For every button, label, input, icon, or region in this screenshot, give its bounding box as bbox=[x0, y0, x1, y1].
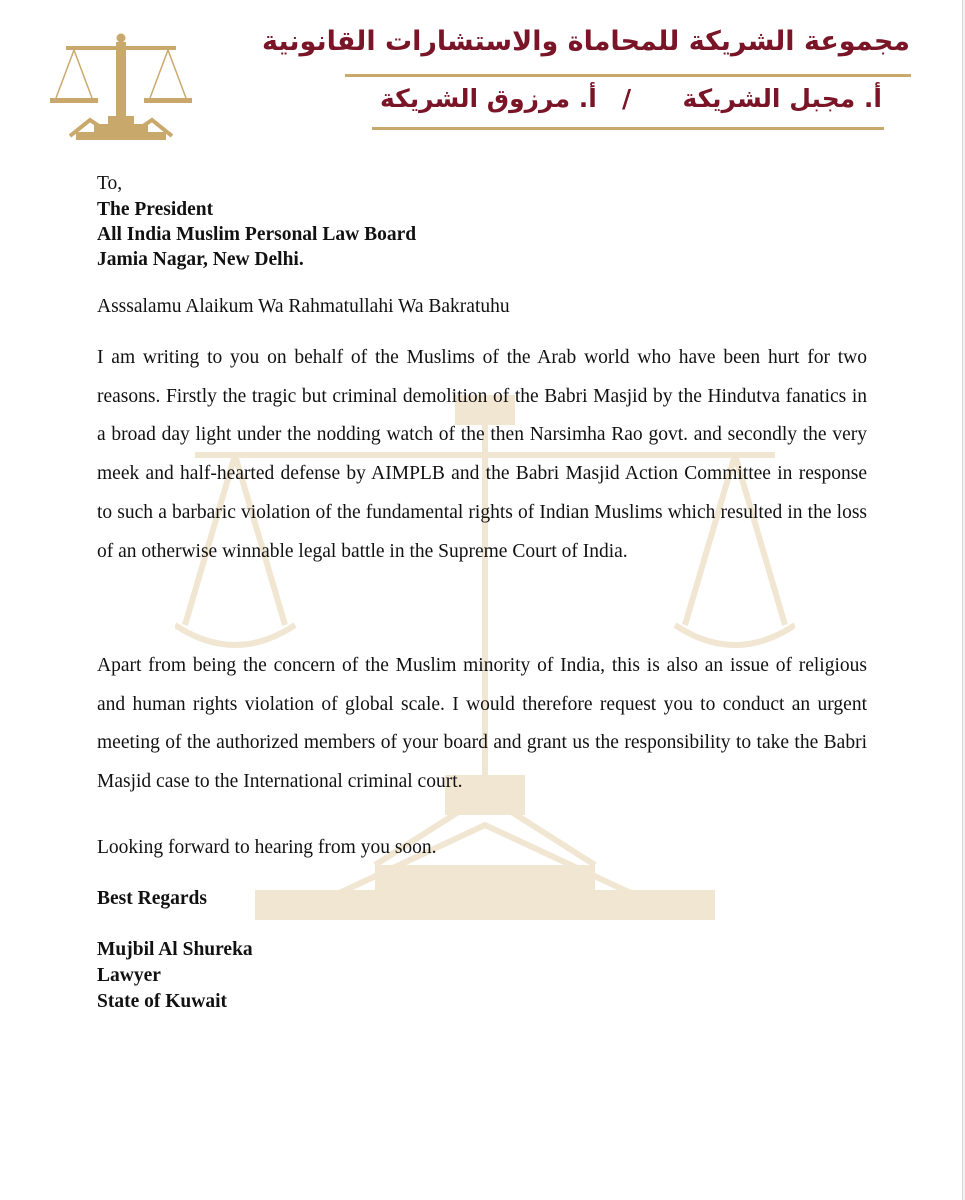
greeting: Asssalamu Alaikum Wa Rahmatullahi Wa Bakratuhu bbox=[97, 296, 510, 317]
partner-names bbox=[372, 84, 882, 124]
signatory-location: State of Kuwait bbox=[97, 991, 227, 1012]
recipient-title: The President bbox=[97, 199, 214, 220]
body-paragraph-2: Apart from being the concern of the Muslim minority of India, this is also an issue of religious and human rights violation of global scale. I would therefore request you to conduct an urgent meeting of the authorized members of your board and grant us the responsibility to take the Babri Masjid case to the International criminal court. bbox=[97, 655, 867, 793]
scales-of-justice-icon bbox=[46, 32, 196, 142]
letterhead-divider-top bbox=[345, 74, 911, 77]
body-paragraph-1: I am writing to you on behalf of the Muslims of the Arab world who have been hurt for two reasons. Firstly the tragic but criminal demolition of the Babri Masjid by the Hindutva fanatics in a broad day light under the nodding watch of the then Narsimha Rao govt. and secondly the very meek and half-hearted defense by AIMPLB and the Babri Masjid Action Committee in response to such a barbaric violation of the fundamental rights of Indian Muslims which resulted in the loss of an otherwise winnable legal battle in the Supreme Court of India. bbox=[97, 347, 867, 562]
recipient-address: Jamia Nagar, New Delhi. bbox=[97, 249, 304, 270]
letterhead-divider-bottom bbox=[372, 127, 884, 130]
signatory-name: Mujbil Al Shureka bbox=[97, 939, 253, 960]
signatory-title: Lawyer bbox=[97, 965, 161, 986]
name-separator: / bbox=[622, 84, 632, 113]
firm-name-arabic: مجموعة الشريكة للمحاماة والاستشارات القانونية bbox=[262, 26, 910, 57]
closing-line: Looking forward to hearing from you soon. bbox=[97, 837, 437, 858]
recipient-organization: All India Muslim Personal Law Board bbox=[97, 224, 417, 245]
salutation-to: To, bbox=[97, 173, 123, 194]
best-regards: Best Regards bbox=[97, 888, 207, 909]
partner-2-name: أ. مرزوق الشريكة bbox=[380, 84, 597, 113]
partner-1-name: أ. مجبل الشريكة bbox=[682, 84, 882, 113]
